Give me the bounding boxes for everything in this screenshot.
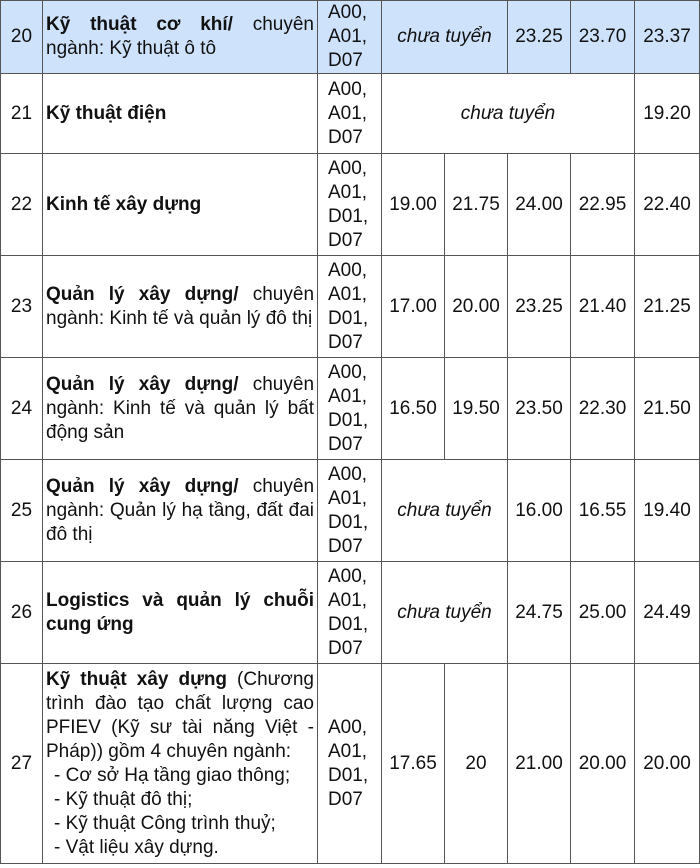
subject-code: D07 (328, 126, 363, 148)
specialization-item: - Vật liệu xây dựng. (54, 836, 219, 858)
table-row (1, 154, 700, 256)
score-cell: 24.00 (508, 154, 571, 256)
program-name (43, 74, 318, 154)
subject-code: D07 (328, 229, 363, 251)
program-detail: chuyên ngành: Kinh tế và quản lý đô thị (46, 283, 315, 329)
subject-combinations (318, 460, 382, 562)
subject-code: D01, (328, 511, 369, 533)
subject-code: A00, (328, 2, 368, 23)
not-recruited-note: chưa tuyển (382, 1, 508, 74)
program-detail: chuyên ngành: Kinh tế và quản lý bất động sản (46, 373, 315, 443)
score-cell: 17.00 (382, 256, 445, 358)
score-cell: 22.40 (635, 154, 700, 256)
score-cell: 23.70 (571, 1, 635, 74)
subject-combinations (318, 1, 382, 74)
subject-code: A00, (328, 78, 368, 100)
subject-combinations (318, 358, 382, 460)
program-title: Kỹ thuật điện (46, 102, 167, 124)
score-cell: 19.50 (445, 358, 508, 460)
table-row (1, 664, 700, 864)
not-recruited-note: chưa tuyển (382, 460, 508, 562)
program-name (43, 460, 318, 562)
table-row (1, 256, 700, 358)
score-cell: 22.95 (571, 154, 635, 256)
subject-code: D01, (328, 613, 369, 635)
subject-code: A01, (328, 102, 368, 124)
program-detail: chuyên ngành: Quản lý hạ tầng, đất đai đô thị (46, 475, 315, 545)
subject-code: D01, (328, 764, 369, 786)
subject-code: D01, (328, 205, 369, 227)
subject-code: A00, (328, 361, 368, 383)
score-cell: 21.50 (635, 358, 700, 460)
score-cell: 19.20 (635, 74, 700, 154)
row-number: 20 (1, 1, 43, 74)
score-cell: 24.49 (635, 562, 700, 664)
subject-code: D01, (328, 409, 369, 431)
program-title: Kỹ thuật cơ khí/ (46, 14, 233, 35)
score-cell: 23.25 (508, 1, 571, 74)
subject-code: A00, (328, 565, 368, 587)
subject-combinations (318, 562, 382, 664)
program-name (43, 256, 318, 358)
subject-code: A01, (328, 589, 368, 611)
score-cell: 21.75 (445, 154, 508, 256)
subject-code: A00, (328, 259, 368, 281)
subject-code: A01, (328, 385, 368, 407)
score-cell: 20.00 (571, 664, 635, 864)
subject-code: D07 (328, 331, 363, 353)
subject-code: D07 (328, 535, 363, 557)
row-number: 26 (1, 562, 43, 664)
subject-code: D01, (328, 307, 369, 329)
program-name (43, 358, 318, 460)
program-title: Logistics và quản lý chuỗi cung ứng (46, 589, 314, 635)
score-cell: 17.65 (382, 664, 445, 864)
score-cell: 19.40 (635, 460, 700, 562)
table-row (1, 1, 700, 74)
score-cell: 16.50 (382, 358, 445, 460)
subject-code: A01, (328, 283, 368, 305)
row-number: 22 (1, 154, 43, 256)
subject-code: A00, (328, 157, 368, 179)
specialization-list (46, 764, 314, 860)
not-recruited-note: chưa tuyển (382, 74, 635, 154)
subject-code: A01, (328, 26, 368, 47)
specialization-item: - Cơ sở Hạ tầng giao thông; (54, 764, 291, 786)
row-number: 27 (1, 664, 43, 864)
score-cell: 24.75 (508, 562, 571, 664)
subject-combinations (318, 256, 382, 358)
score-cell: 21.40 (571, 256, 635, 358)
row-number: 23 (1, 256, 43, 358)
subject-code: A01, (328, 181, 368, 203)
score-cell: 20.00 (445, 256, 508, 358)
score-cell: 16.55 (571, 460, 635, 562)
table-row (1, 358, 700, 460)
subject-code: D07 (328, 433, 363, 455)
subject-code: A01, (328, 740, 368, 762)
score-cell: 23.25 (508, 256, 571, 358)
subject-combinations (318, 154, 382, 256)
program-name (43, 664, 318, 864)
program-detail: (Chương trình đào tạo chất lượng cao PFIEV (Kỹ sư tài năng Việt - Pháp)) gồm 4 chuyên ngành: (46, 668, 314, 762)
subject-code: D07 (328, 50, 363, 71)
program-name (43, 562, 318, 664)
subject-combinations (318, 664, 382, 864)
program-title: Quản lý xây dựng/ (46, 475, 239, 497)
score-cell: 21.25 (635, 256, 700, 358)
subject-code: A01, (328, 487, 368, 509)
row-number: 25 (1, 460, 43, 562)
specialization-item: - Kỹ thuật Công trình thuỷ; (54, 812, 276, 834)
program-title: Quản lý xây dựng/ (46, 283, 239, 305)
score-cell: 25.00 (571, 562, 635, 664)
score-cell: 19.00 (382, 154, 445, 256)
subject-code: D07 (328, 788, 363, 810)
row-number: 24 (1, 358, 43, 460)
score-cell: 23.50 (508, 358, 571, 460)
score-cell: 20 (445, 664, 508, 864)
subject-code: A00, (328, 716, 368, 738)
table-row (1, 74, 700, 154)
specialization-item: - Kỹ thuật đô thị; (54, 788, 193, 810)
score-cell: 22.30 (571, 358, 635, 460)
subject-code: A00, (328, 463, 368, 485)
score-cell: 20.00 (635, 664, 700, 864)
table-row (1, 460, 700, 562)
not-recruited-note: chưa tuyển (382, 562, 508, 664)
program-name (43, 154, 318, 256)
score-cell: 16.00 (508, 460, 571, 562)
row-number: 21 (1, 74, 43, 154)
score-cell: 21.00 (508, 664, 571, 864)
subject-combinations (318, 74, 382, 154)
score-cell: 23.37 (635, 1, 700, 74)
program-name (43, 1, 318, 74)
program-title: Kinh tế xây dựng (46, 193, 202, 215)
program-title: Kỹ thuật xây dựng (46, 668, 228, 690)
subject-code: D07 (328, 637, 363, 659)
program-title: Quản lý xây dựng/ (46, 373, 239, 395)
program-detail: chuyên ngành: Kỹ thuật ô tô (46, 14, 314, 59)
table-row (1, 562, 700, 664)
